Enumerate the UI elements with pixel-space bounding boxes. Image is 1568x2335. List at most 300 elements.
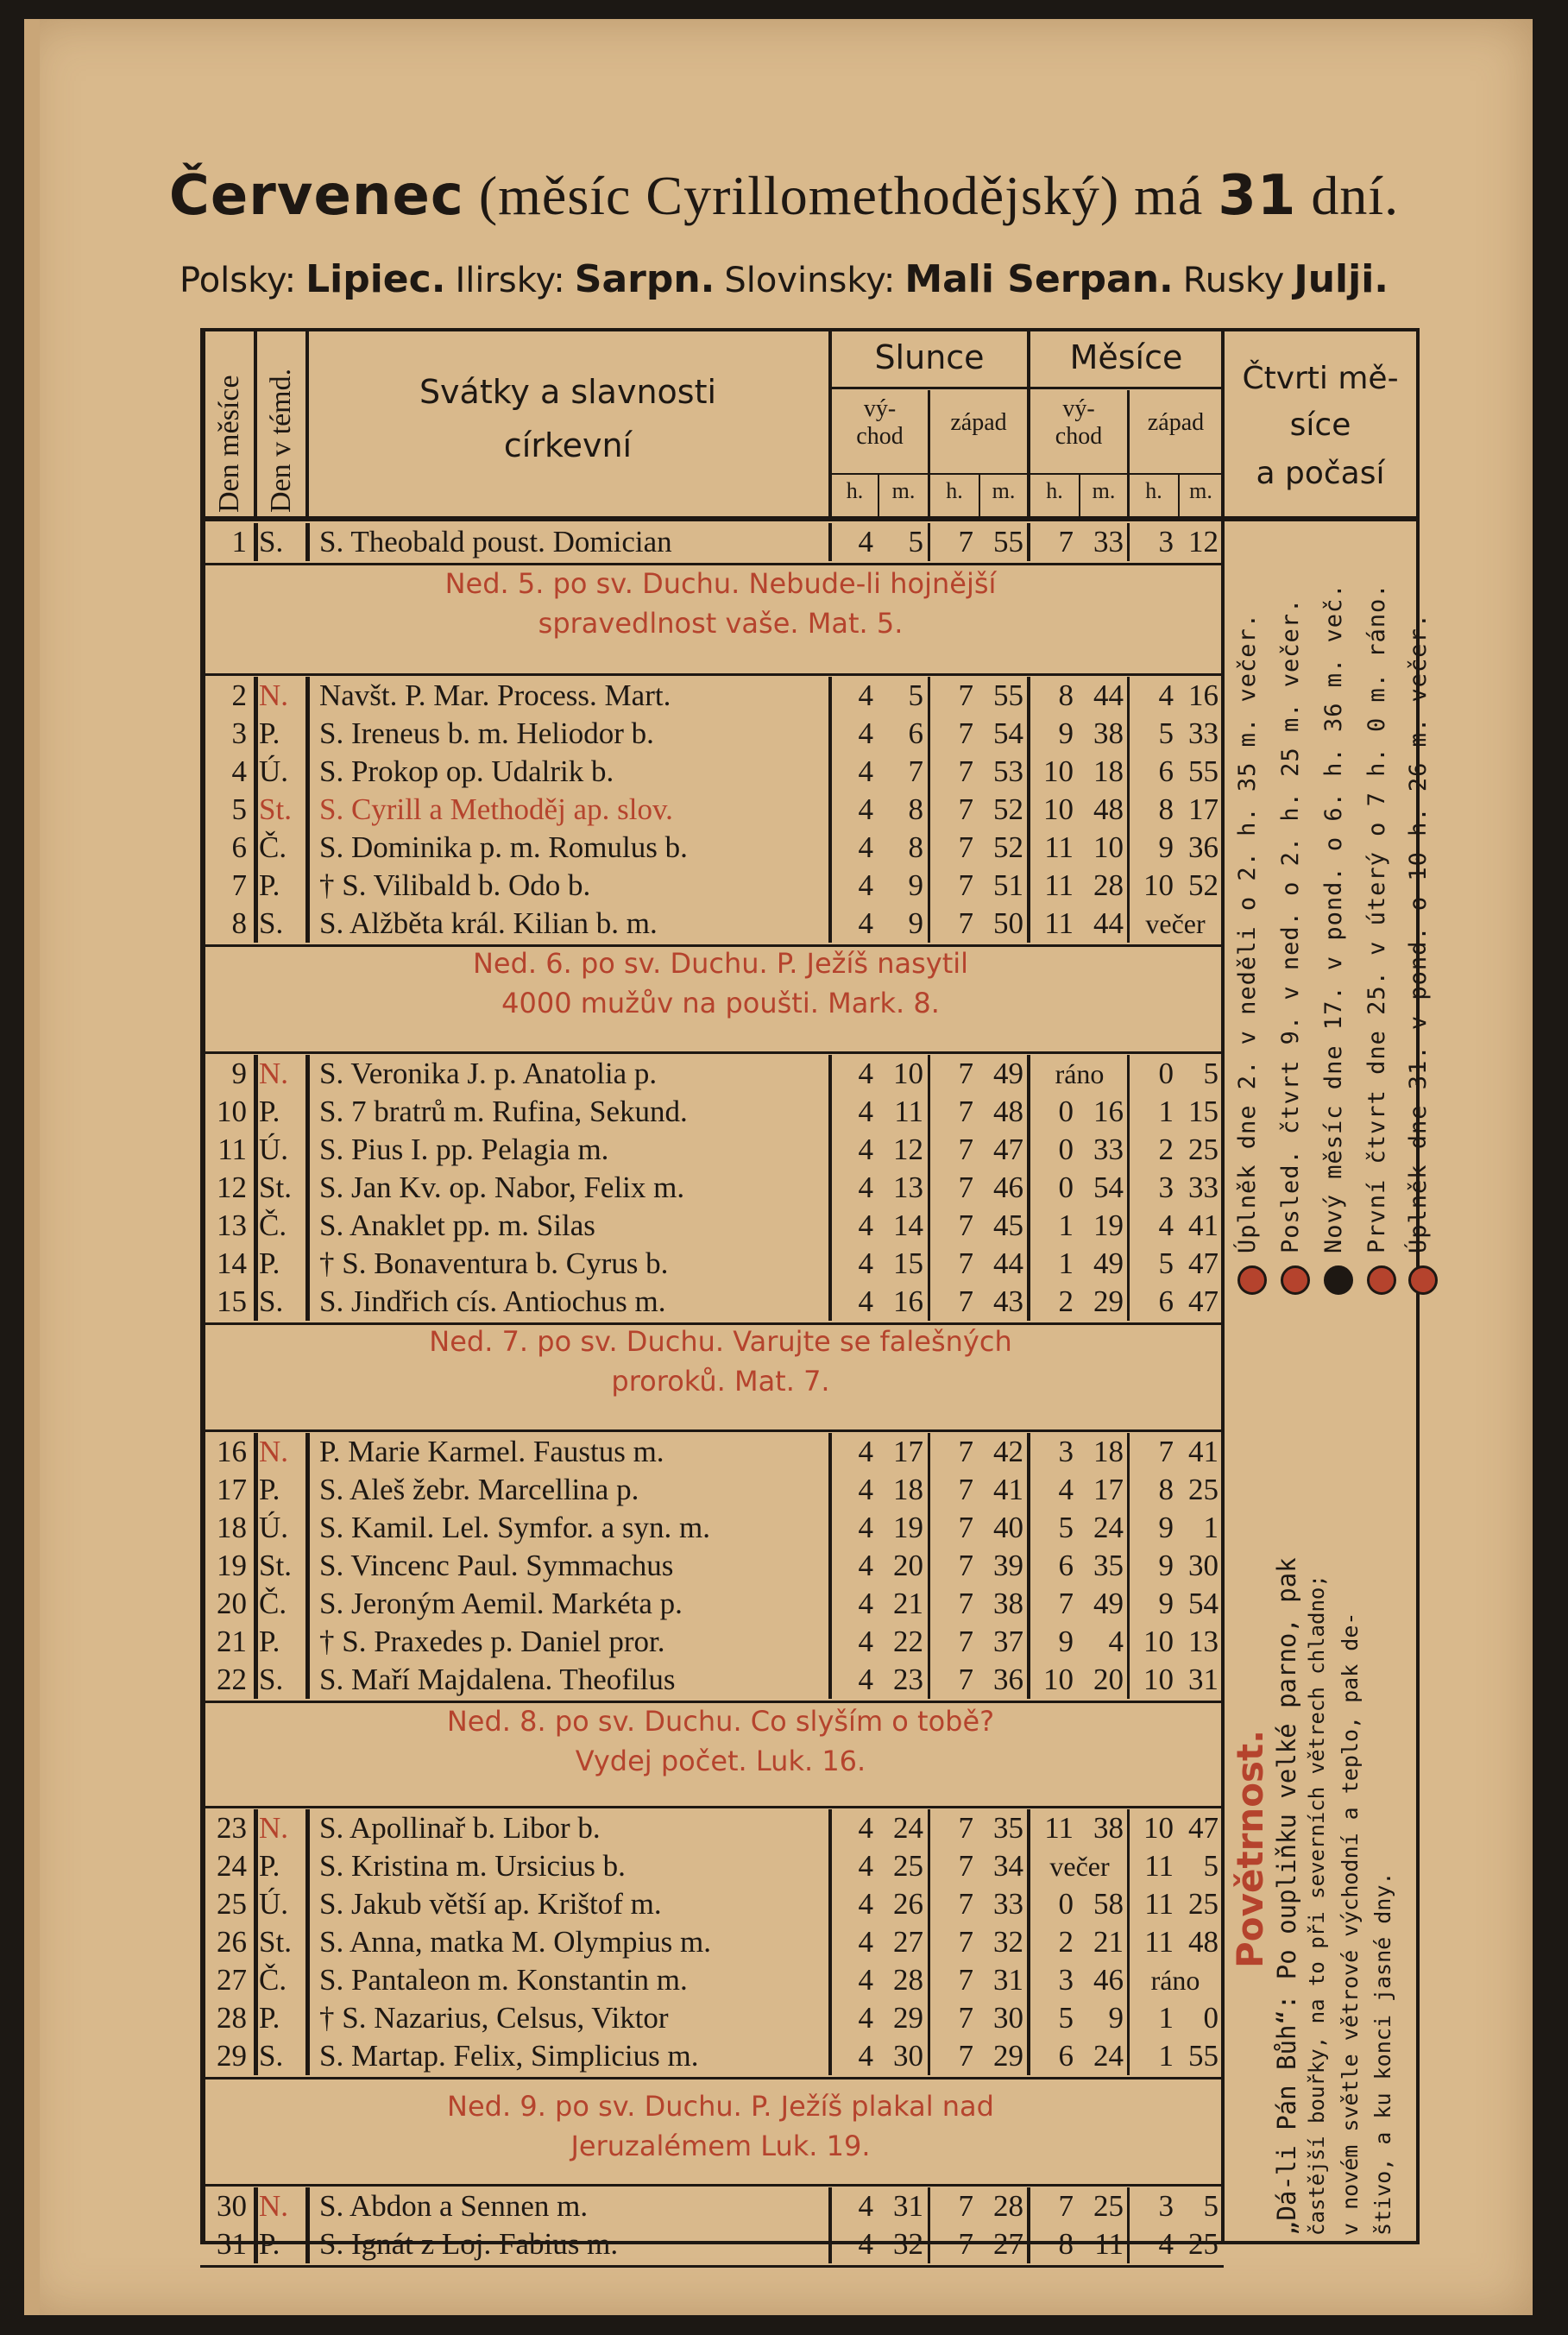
weekday: P. <box>259 1849 280 1883</box>
moonset-hour: 3 <box>1158 525 1174 559</box>
moonset-hour: 7 <box>1158 1435 1174 1468</box>
sun-time-zm: 52 <box>993 830 1023 864</box>
moonset-hour: 2 <box>1158 1133 1174 1166</box>
moonrise-minute: 11 <box>1094 2227 1124 2261</box>
sun-time-sm: 11 <box>894 1095 923 1128</box>
day-number: 26 <box>217 1925 247 1959</box>
sunday-gospel-note: proroků. Mat. 7. <box>611 1365 830 1398</box>
weekday: S. <box>259 906 284 940</box>
sunday-gospel-note: Ned. 9. po sv. Duchu. P. Ježíš plakal nad <box>447 2090 994 2123</box>
moonset-hour: 9 <box>1158 1511 1174 1544</box>
sun-time-zm: 44 <box>993 1246 1023 1280</box>
weekday: N. <box>259 1811 289 1845</box>
moonrise-minute: 24 <box>1093 1511 1124 1544</box>
moonset-hour: 8 <box>1158 1473 1174 1506</box>
weekday: P. <box>259 1095 280 1128</box>
moonset-minute: 15 <box>1188 1095 1219 1128</box>
feast-name: S. Jindřich cís. Antiochus m. <box>319 1284 666 1318</box>
weather-line-4: štivo, a ku konci jasné dny. <box>1370 1871 1395 2236</box>
sun-time-sh: 4 <box>858 1209 873 1242</box>
sun-time-zm: 36 <box>993 1663 1023 1696</box>
sun-time-sm: 17 <box>893 1435 923 1468</box>
feast-name: S. Kristina m. Ursicius b. <box>319 1849 626 1883</box>
moonrise-hour: 6 <box>1058 2039 1074 2073</box>
day-number: 23 <box>217 1811 247 1845</box>
sunday-gospel-note: 4000 mužův na poušti. Mark. 8. <box>501 987 940 1019</box>
sun-time-sm: 25 <box>893 1849 923 1883</box>
sun-time-sh: 4 <box>858 1095 873 1128</box>
moonset-hour: 9 <box>1158 830 1174 864</box>
feast-name: † S. Praxedes p. Daniel pror. <box>319 1625 665 1658</box>
group-top-rule-5 <box>200 2184 1224 2187</box>
month-days: 31 <box>1218 164 1297 228</box>
moonrise-minute: 9 <box>1108 2001 1124 2035</box>
feast-name: S. Jan Kv. op. Nabor, Felix m. <box>319 1171 685 1204</box>
sun-time-sm: 31 <box>893 2189 923 2223</box>
sun-time-zm: 51 <box>993 868 1023 902</box>
sun-time-sh: 4 <box>858 678 873 712</box>
weekday: N. <box>259 678 289 712</box>
sun-time-sm: 18 <box>893 1473 923 1506</box>
weekday: Č. <box>259 1209 287 1242</box>
feast-name: S. Veronika J. p. Anatolia p. <box>319 1057 658 1090</box>
sun-time-zm: 52 <box>993 792 1023 826</box>
sun-time-zh: 7 <box>958 1963 973 1997</box>
moonrise-minute: 38 <box>1093 1811 1124 1845</box>
moonset-minute: 25 <box>1188 2227 1219 2261</box>
moonrise-minute: 49 <box>1093 1246 1124 1280</box>
moonrise-minute: 48 <box>1093 792 1124 826</box>
sun-time-sh: 4 <box>858 830 873 864</box>
sun-time-sh: 4 <box>858 1625 873 1658</box>
sun-time-zh: 7 <box>958 2001 973 2035</box>
sun-time-sm: 7 <box>908 754 923 788</box>
feast-name: S. Maří Majdalena. Theofilus <box>319 1663 676 1696</box>
weekday: N. <box>259 1435 289 1468</box>
moonrise-minute: 16 <box>1093 1095 1124 1128</box>
sun-time-zh: 7 <box>958 1473 973 1506</box>
moonrise-hour: 2 <box>1058 1925 1074 1959</box>
sun-time-sh: 4 <box>858 1963 873 1997</box>
day-number: 20 <box>217 1587 247 1620</box>
moonset-minute: 5 <box>1203 1057 1219 1090</box>
weekday: Č. <box>259 1587 287 1620</box>
full-moon-icon <box>1408 1265 1438 1295</box>
sun-time-zm: 49 <box>993 1057 1023 1090</box>
sun-time-zm: 55 <box>993 678 1023 712</box>
header-ctvrti-3: a počasí <box>1256 456 1385 491</box>
moonset-minute: 36 <box>1188 830 1219 864</box>
sun-time-sm: 22 <box>893 1625 923 1658</box>
new-moon-icon <box>1324 1265 1353 1295</box>
sun-time-sm: 5 <box>908 525 923 559</box>
moonset-minute: 55 <box>1188 754 1219 788</box>
feast-name: S. Martap. Felix, Simplicius m. <box>319 2039 699 2073</box>
sun-time-zh: 7 <box>958 1095 973 1128</box>
weekday: St. <box>259 1171 292 1204</box>
moonrise-hour: 6 <box>1058 1549 1074 1582</box>
moonrise-minute: 33 <box>1093 525 1124 559</box>
sun-time-sh: 4 <box>858 2039 873 2073</box>
row-rule-4-1 <box>305 1809 310 2075</box>
weekday: Ú. <box>259 1887 289 1921</box>
sun-time-zm: 28 <box>993 2189 1023 2223</box>
sun-time-zm: 31 <box>993 1963 1023 1997</box>
sun-time-zh: 7 <box>958 1887 973 1921</box>
moonset-minute: 47 <box>1188 1811 1219 1845</box>
day-number: 19 <box>217 1549 247 1582</box>
moonset-minute: 47 <box>1188 1246 1219 1280</box>
sunday-gospel-note: Ned. 5. po sv. Duchu. Nebude-li hojnější <box>444 567 997 600</box>
moonrise-hour: 10 <box>1043 1663 1074 1696</box>
sunday-gospel-note: Jeruzalémem Luk. 19. <box>570 2130 871 2162</box>
feast-name: S. Jakub větší ap. Krištof m. <box>319 1887 662 1921</box>
row-rule-4-0 <box>254 1809 258 2075</box>
sun-time-sm: 14 <box>893 1209 923 1242</box>
day-number: 1 <box>231 525 247 559</box>
sun-time-sh: 4 <box>858 1246 873 1280</box>
sun-time-zm: 29 <box>993 2039 1023 2073</box>
sun-time-sm: 9 <box>908 906 923 940</box>
month-name: Červenec <box>168 164 464 228</box>
moonset-minute: 0 <box>1203 2001 1219 2035</box>
weekday: P. <box>259 2001 280 2035</box>
sun-time-zm: 46 <box>993 1171 1023 1204</box>
sun-time-sm: 27 <box>893 1925 923 1959</box>
moonset-minute: 25 <box>1188 1473 1219 1506</box>
sun-time-zm: 42 <box>993 1435 1023 1468</box>
sun-time-sh: 4 <box>858 2001 873 2035</box>
moonrise-hour: 0 <box>1058 1095 1074 1128</box>
moonrise-minute: 44 <box>1093 678 1124 712</box>
header-m-2: m. <box>992 478 1016 503</box>
feast-name: S. Vincenc Paul. Symmachus <box>319 1549 674 1582</box>
sun-time-sh: 4 <box>858 716 873 750</box>
sun-time-zm: 39 <box>993 1549 1023 1582</box>
day-number: 31 <box>217 2227 247 2261</box>
title-dni: dní. <box>1311 165 1400 226</box>
moonset-hour: 9 <box>1158 1549 1174 1582</box>
sun-time-zm: 43 <box>993 1284 1023 1318</box>
sun-time-zm: 47 <box>993 1133 1023 1166</box>
sun-time-zm: 50 <box>993 906 1023 940</box>
sun-time-zh: 7 <box>958 1246 973 1280</box>
group-rule-5 <box>200 2265 1224 2268</box>
header-slunce-rule <box>828 387 1027 389</box>
weather-line-3: v novém světle větrové východní a teplo, pak de- <box>1338 1612 1363 2236</box>
moonrise-minute: 49 <box>1093 1587 1124 1620</box>
weekday: Č. <box>259 1963 287 1997</box>
moonset-hour: 3 <box>1158 2189 1174 2223</box>
moonrise-minute: 21 <box>1093 1925 1124 1959</box>
header-mesice-zapad: západ <box>1147 409 1205 436</box>
header-mesice-rule <box>1030 387 1222 389</box>
slovinsky-name: Mali Serpan. <box>904 257 1174 301</box>
moonrise-hour: 9 <box>1058 716 1074 750</box>
sun-time-sh: 4 <box>858 1171 873 1204</box>
row-rule-1-0 <box>254 677 258 943</box>
polsky-label: Polsky: <box>179 261 297 300</box>
feast-name: S. Theobald poust. Domician <box>319 525 672 559</box>
day-number: 24 <box>217 1849 247 1883</box>
moonrise-hour: 1 <box>1058 1246 1074 1280</box>
month-subtitle: (měsíc Cyrillomethodějský) <box>478 165 1120 226</box>
header-slunce-vychod-2: chod <box>856 423 904 450</box>
sun-time-zh: 7 <box>958 1925 973 1959</box>
sun-time-zh: 7 <box>958 830 973 864</box>
sun-time-sm: 16 <box>893 1284 923 1318</box>
moonrise-text: večer <box>1049 1851 1110 1882</box>
sun-time-zh: 7 <box>958 868 973 902</box>
weekday: St. <box>259 792 292 826</box>
header-h-1: h. <box>846 478 864 503</box>
sun-time-sm: 12 <box>893 1133 923 1166</box>
moonrise-hour: 7 <box>1058 2189 1074 2223</box>
feast-name: S. Cyrill a Methoděj ap. slov. <box>319 792 673 826</box>
group-rule-4 <box>200 2077 1224 2079</box>
sun-time-sm: 8 <box>908 792 923 826</box>
weekday: P. <box>259 2227 280 2261</box>
sun-time-sm: 6 <box>908 716 923 750</box>
feast-name: P. Marie Karmel. Faustus m. <box>319 1435 664 1468</box>
weekday: P. <box>259 1625 280 1658</box>
sun-time-sh: 4 <box>858 868 873 902</box>
sun-time-zh: 7 <box>958 1625 973 1658</box>
group-top-rule-1 <box>200 673 1224 676</box>
moonset-minute: 55 <box>1188 2039 1219 2073</box>
day-number: 10 <box>217 1095 247 1128</box>
sun-time-zh: 7 <box>958 1133 973 1166</box>
moonset-hour: 1 <box>1158 2039 1174 2073</box>
row-rule-0-0 <box>254 523 258 561</box>
header-svatky-line2: církevní <box>503 426 633 464</box>
moonset-minute: 13 <box>1188 1625 1219 1658</box>
moonrise-hour: 3 <box>1058 1963 1074 1997</box>
moonset-hour: 10 <box>1143 1811 1174 1845</box>
moonset-minute: 17 <box>1188 792 1219 826</box>
sun-time-zh: 7 <box>958 1663 973 1696</box>
language-names <box>0 257 1568 301</box>
frame-top <box>200 328 1420 331</box>
ilirsky-name: Sarpn. <box>574 257 715 301</box>
sun-time-sm: 9 <box>908 868 923 902</box>
header-slunce-zapad: západ <box>950 409 1007 436</box>
sun-time-zm: 32 <box>993 1925 1023 1959</box>
moonset-hour: 0 <box>1158 1057 1174 1090</box>
day-number: 17 <box>217 1473 247 1506</box>
moon-phase-line: Nový měsíc dne 17. v pond. o 6. h. 36 m. več. <box>1320 583 1347 1253</box>
sun-time-zh: 7 <box>958 1811 973 1845</box>
sun-time-zm: 38 <box>993 1587 1023 1620</box>
feast-name: S. Ignát z Loj. Fabius m. <box>319 2227 619 2261</box>
moonrise-hour: 0 <box>1058 1133 1074 1166</box>
row-rule-2-0 <box>254 1055 258 1321</box>
moonset-hour: 1 <box>1158 1095 1174 1128</box>
moonrise-hour: 0 <box>1058 1887 1074 1921</box>
header-ctvrti-1: Čtvrti mě- <box>1242 361 1399 396</box>
sun-time-sm: 10 <box>893 1057 923 1090</box>
moonset-hour: 11 <box>1144 1849 1174 1883</box>
header-slunce: Slunce <box>874 338 985 376</box>
day-number: 5 <box>231 792 247 826</box>
moonrise-hour: 8 <box>1058 2227 1074 2261</box>
day-number: 22 <box>217 1663 247 1696</box>
moonrise-minute: 20 <box>1093 1663 1124 1696</box>
weekday: S. <box>259 1663 284 1696</box>
weekday: St. <box>259 1925 292 1959</box>
moonrise-minute: 24 <box>1093 2039 1124 2073</box>
day-number: 13 <box>217 1209 247 1242</box>
moonrise-text: ráno <box>1055 1058 1105 1089</box>
moonrise-minute: 33 <box>1093 1133 1124 1166</box>
weekday: N. <box>259 2189 289 2223</box>
header-slunce-vychod-1: vý- <box>863 395 897 422</box>
sun-time-sh: 4 <box>858 906 873 940</box>
sunday-gospel-note: Ned. 8. po sv. Duchu. Co slyším o tobě? <box>446 1705 995 1738</box>
weekday: Ú. <box>259 1511 289 1544</box>
sun-time-zh: 7 <box>958 2189 973 2223</box>
day-number: 4 <box>231 754 247 788</box>
header-bottom-rule <box>200 516 1420 521</box>
header-den-v-temd: Den v témd. <box>265 368 297 513</box>
weekday: St. <box>259 1549 292 1582</box>
sun-time-zh: 7 <box>958 678 973 712</box>
moonrise-hour: 7 <box>1058 1587 1074 1620</box>
header-m-3: m. <box>1092 478 1116 503</box>
sunday-gospel-note: Vydej počet. Luk. 16. <box>575 1745 866 1777</box>
day-number: 30 <box>217 2189 247 2223</box>
moonrise-hour: 3 <box>1058 1435 1074 1468</box>
moonset-minute: 54 <box>1188 1587 1219 1620</box>
moon-phase-line: Úplněk dne 2. v neděli o 2. h. 35 m. večer. <box>1234 613 1261 1253</box>
sun-time-sh: 4 <box>858 1663 873 1696</box>
sun-time-zm: 33 <box>993 1887 1023 1921</box>
sun-time-zm: 37 <box>993 1625 1023 1658</box>
day-number: 3 <box>231 716 247 750</box>
header-svatky-line1: Svátky a slavnosti <box>419 373 717 411</box>
feast-name: S. Abdon a Sennen m. <box>319 2189 589 2223</box>
header-mesice-vychod-1: vý- <box>1062 395 1095 422</box>
rusky-name: Julji. <box>1294 257 1389 301</box>
header-h-3: h. <box>1046 478 1063 503</box>
sun-time-sm: 19 <box>893 1511 923 1544</box>
moonset-minute: 41 <box>1188 1435 1219 1468</box>
moonset-minute: 31 <box>1188 1663 1219 1696</box>
feast-name: S. Anaklet pp. m. Silas <box>319 1209 595 1242</box>
feast-name: S. Kamil. Lel. Symfor. a syn. m. <box>319 1511 711 1544</box>
moonrise-hour: 5 <box>1058 2001 1074 2035</box>
day-number: 7 <box>231 868 247 902</box>
moonrise-minute: 18 <box>1093 754 1124 788</box>
weekday: S. <box>259 1284 284 1318</box>
sun-time-sm: 13 <box>893 1171 923 1204</box>
sun-time-zm: 27 <box>993 2227 1023 2261</box>
feast-name: S. Apollinař b. Libor b. <box>319 1811 601 1845</box>
moon-phase-line: Posled. čtvrt 9. v ned. o 2. h. 25 m. večer. <box>1277 597 1304 1253</box>
sun-time-sm: 21 <box>893 1587 923 1620</box>
moonrise-minute: 44 <box>1093 906 1124 940</box>
moonrise-minute: 38 <box>1093 716 1124 750</box>
sun-time-sm: 29 <box>893 2001 923 2035</box>
sun-time-zm: 40 <box>993 1511 1023 1544</box>
day-number: 15 <box>217 1284 247 1318</box>
sun-time-zm: 45 <box>993 1209 1023 1242</box>
moonset-minute: 48 <box>1188 1925 1219 1959</box>
feast-name: † S. Bonaventura b. Cyrus b. <box>319 1246 669 1280</box>
sun-time-zh: 7 <box>958 1209 973 1242</box>
moonset-minute: 25 <box>1188 1133 1219 1166</box>
sun-time-sh: 4 <box>858 1511 873 1544</box>
header-col-rule-1 <box>254 328 257 518</box>
first-quarter-icon <box>1367 1265 1396 1295</box>
moonset-minute: 1 <box>1203 1511 1219 1544</box>
moonset-hour: 5 <box>1158 1246 1174 1280</box>
moonrise-hour: 11 <box>1044 868 1074 902</box>
header-h-4: h. <box>1145 478 1162 503</box>
header-h-2: h. <box>946 478 963 503</box>
moonset-minute: 5 <box>1203 1849 1219 1883</box>
feast-name: S. Alžběta král. Kilian b. m. <box>319 906 658 940</box>
moonrise-minute: 54 <box>1093 1171 1124 1204</box>
moonset-minute: 12 <box>1188 525 1219 559</box>
feast-name: † S. Nazarius, Celsus, Viktor <box>319 2001 669 2035</box>
moonrise-hour: 4 <box>1058 1473 1074 1506</box>
moonset-hour: 6 <box>1158 1284 1174 1318</box>
sun-time-zh: 7 <box>958 906 973 940</box>
sun-time-sh: 4 <box>858 1473 873 1506</box>
row-rule-2-1 <box>305 1055 310 1321</box>
moonrise-hour: 10 <box>1043 754 1074 788</box>
sun-time-sm: 24 <box>893 1811 923 1845</box>
header-col-rule-2 <box>305 328 309 518</box>
sun-time-sm: 8 <box>908 830 923 864</box>
sunday-gospel-note: Ned. 7. po sv. Duchu. Varujte se falešných <box>429 1325 1012 1358</box>
moonset-hour: 10 <box>1143 1625 1174 1658</box>
moonrise-minute: 17 <box>1093 1473 1124 1506</box>
sun-time-sh: 4 <box>858 2227 873 2261</box>
sun-time-sh: 4 <box>858 1057 873 1090</box>
sun-time-zh: 7 <box>958 525 973 559</box>
sun-time-sh: 4 <box>858 1435 873 1468</box>
header-hm-rule <box>828 473 1222 475</box>
day-number: 25 <box>217 1887 247 1921</box>
sun-time-sh: 4 <box>858 525 873 559</box>
weather-title: Povětrnost. <box>1229 1729 1271 1968</box>
weekday: P. <box>259 1246 280 1280</box>
sun-time-zh: 7 <box>958 2039 973 2073</box>
sun-time-zh: 7 <box>958 1435 973 1468</box>
moonset-minute: 30 <box>1188 1549 1219 1582</box>
day-number: 8 <box>231 906 247 940</box>
sun-time-sh: 4 <box>858 1284 873 1318</box>
moonset-hour: 10 <box>1143 868 1174 902</box>
moonset-hour: 11 <box>1144 1887 1174 1921</box>
moonrise-minute: 46 <box>1093 1963 1124 1997</box>
sun-time-sm: 15 <box>893 1246 923 1280</box>
row-rule-0-1 <box>305 523 310 561</box>
moonrise-minute: 18 <box>1093 1435 1124 1468</box>
moonrise-minute: 58 <box>1093 1887 1124 1921</box>
title-ma: má <box>1134 165 1204 226</box>
moon-phase-line: První čtvrt dne 25. v úterý o 7 h. 0 m. ráno. <box>1363 583 1390 1253</box>
sun-time-sh: 4 <box>858 1549 873 1582</box>
moonrise-minute: 35 <box>1093 1549 1124 1582</box>
day-number: 12 <box>217 1171 247 1204</box>
sun-time-sm: 20 <box>893 1549 923 1582</box>
sun-time-sh: 4 <box>858 792 873 826</box>
moonset-text: ráno <box>1150 1965 1200 1996</box>
row-rule-5-1 <box>305 2187 310 2263</box>
